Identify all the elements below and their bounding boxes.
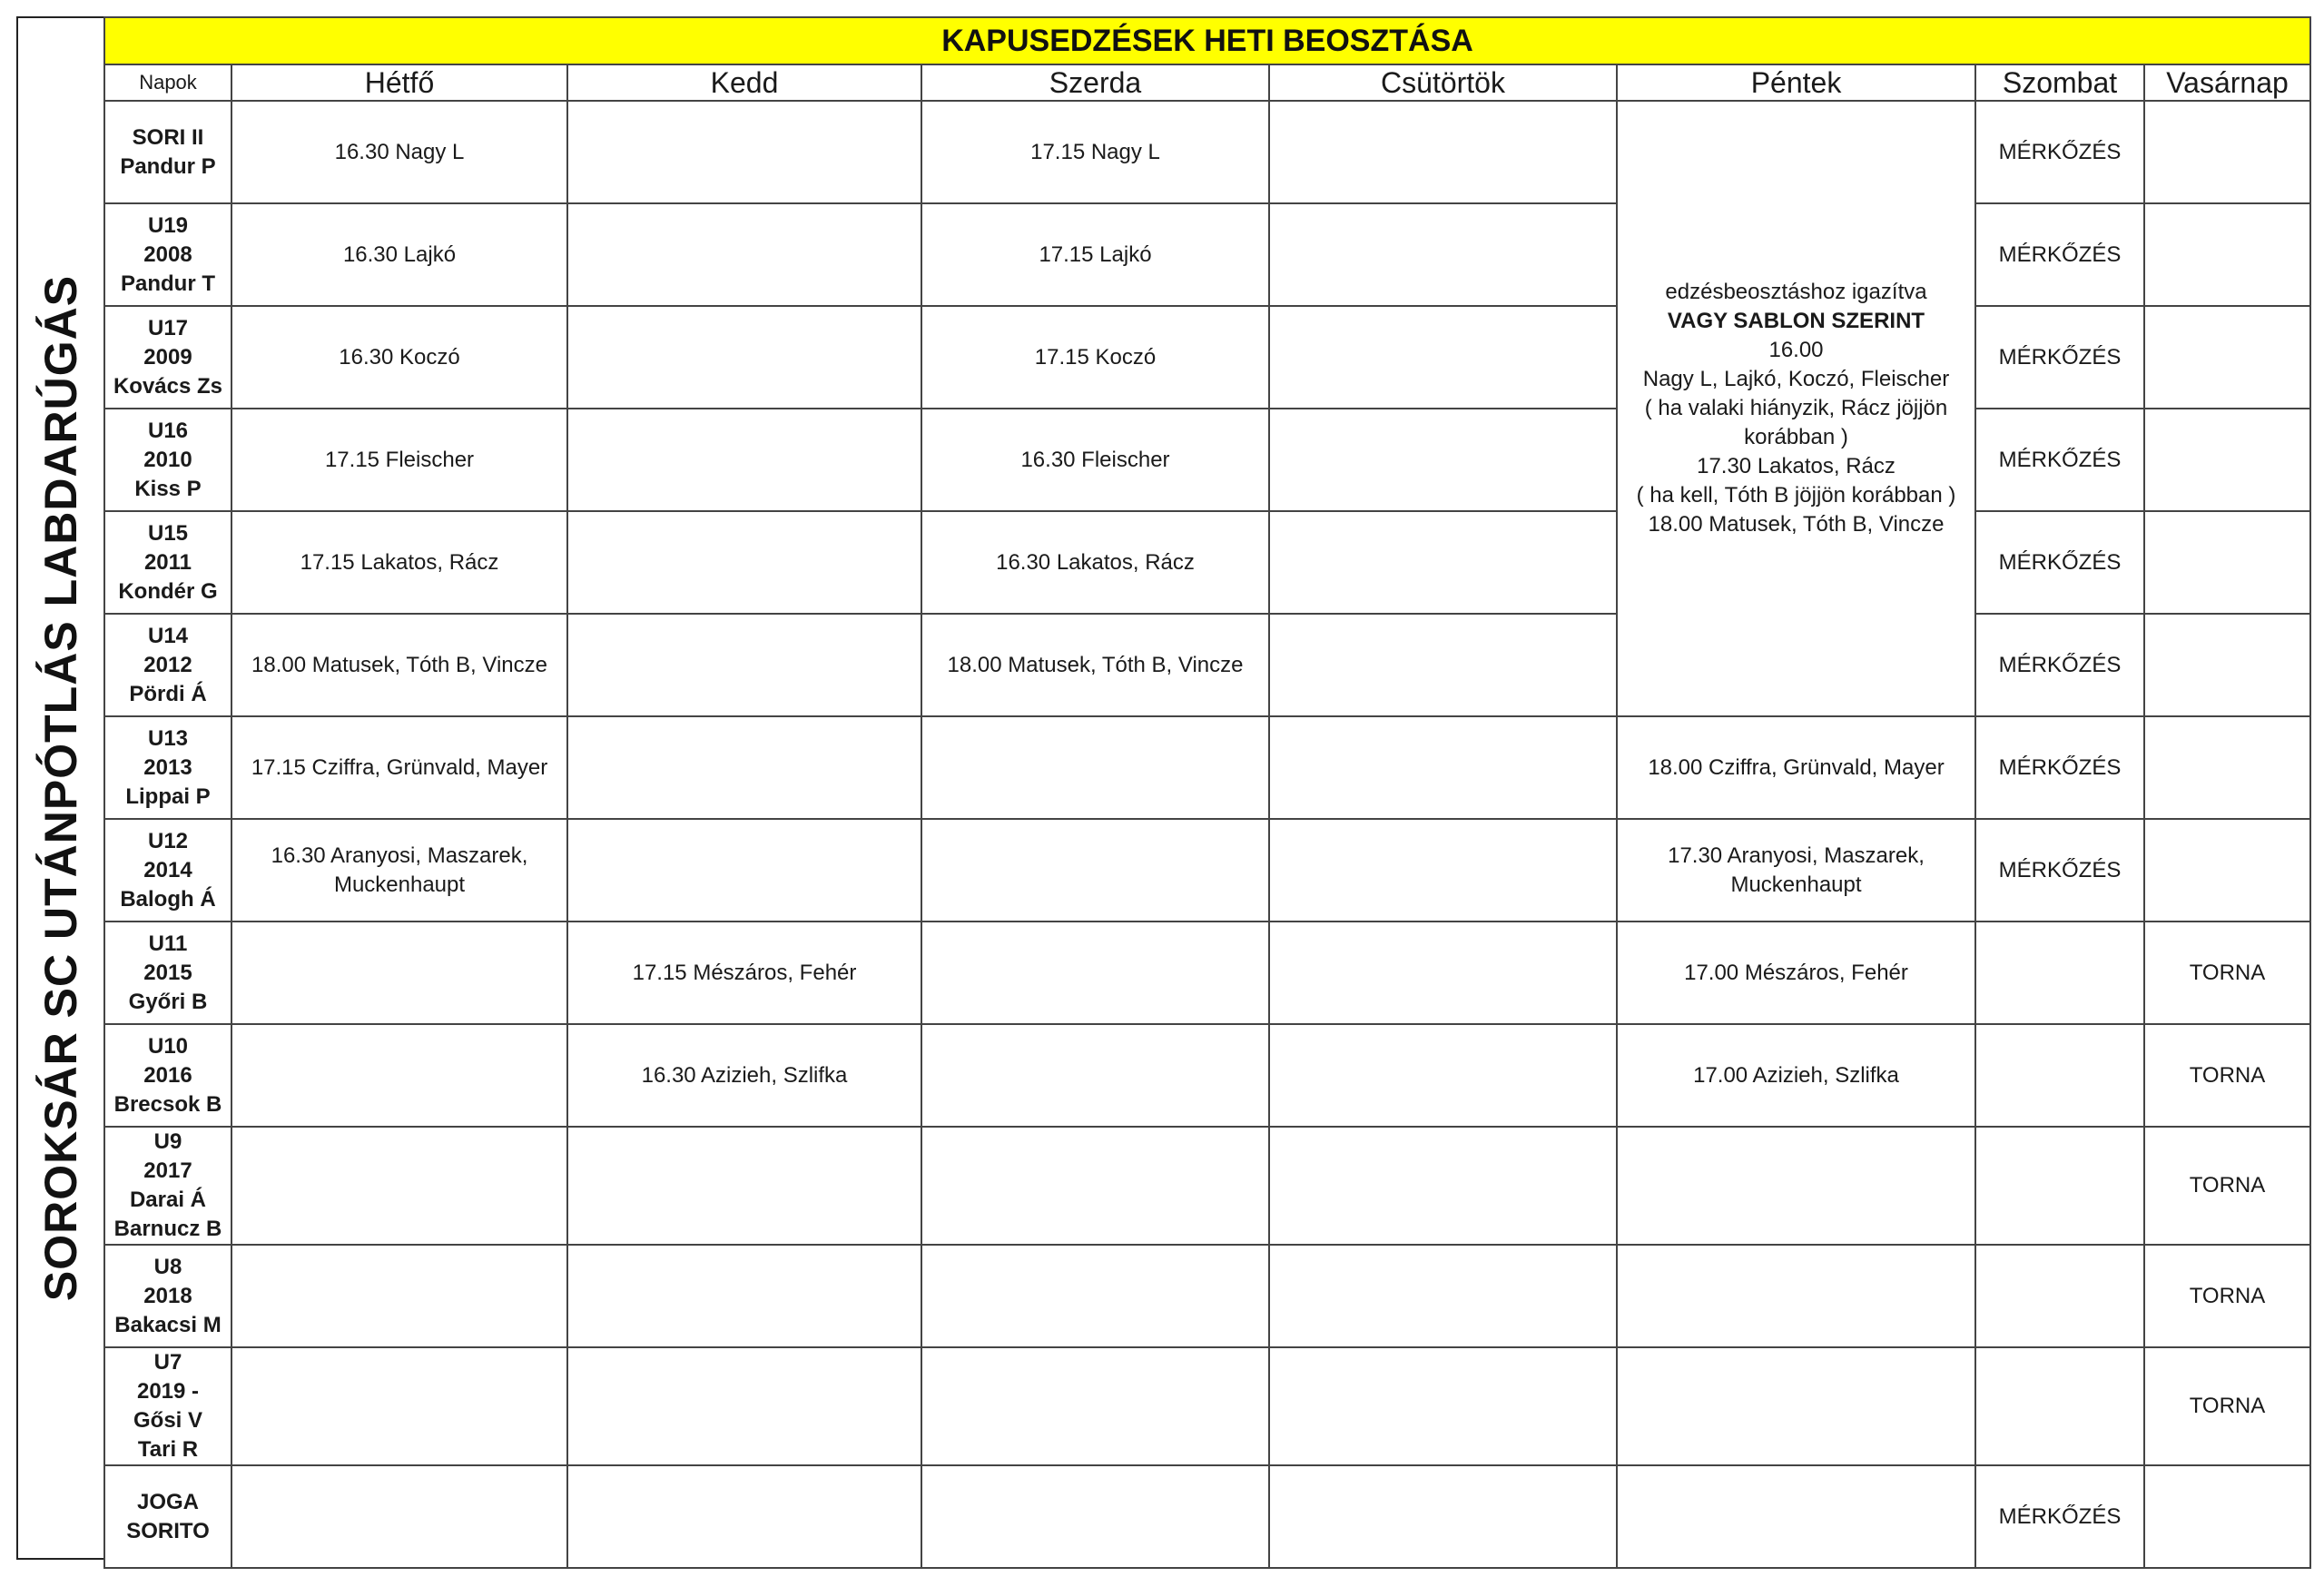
team-line: Kondér G	[118, 578, 218, 604]
team-line: U12	[147, 828, 189, 853]
table-row	[104, 511, 2310, 614]
table-row	[104, 1024, 2310, 1127]
monday-cell: 17.15 Cziffra, Grünvald, Mayer	[231, 716, 567, 819]
thursday-cell	[1269, 1347, 1617, 1465]
wednesday-cell	[921, 1127, 1269, 1245]
monday-cell	[231, 1024, 567, 1127]
thursday-cell	[1269, 614, 1617, 716]
team-cell	[104, 922, 231, 1024]
team-line: Pandur P	[120, 153, 216, 179]
team-line: Barnucz B	[113, 1217, 222, 1241]
tuesday-cell	[567, 511, 921, 614]
sunday-cell: TORNA	[2144, 922, 2310, 1024]
thursday-cell	[1269, 716, 1617, 819]
team-line: 2017	[143, 1158, 192, 1183]
monday-cell	[231, 1127, 567, 1245]
team-cell	[104, 306, 231, 409]
monday-cell	[231, 1245, 567, 1347]
sunday-cell	[2144, 101, 2310, 203]
wednesday-cell: 16.30 Lakatos, Rácz	[921, 511, 1269, 614]
side-title: SOROKSÁR SC UTÁNPÓTLÁS LABDARÚGÁS	[35, 274, 86, 1302]
sunday-cell	[2144, 511, 2310, 614]
wednesday-cell	[921, 922, 1269, 1024]
team-line: Pördi Á	[129, 681, 207, 706]
saturday-cell: MÉRKŐZÉS	[1975, 511, 2144, 614]
wednesday-cell	[921, 1024, 1269, 1127]
wednesday-cell: 18.00 Matusek, Tóth B, Vincze	[921, 614, 1269, 716]
friday-note-line: 18.00 Matusek, Tóth B, Vincze	[1648, 512, 1945, 537]
team-line: 2009	[143, 344, 192, 370]
team-line: 2013	[143, 754, 192, 780]
saturday-cell	[1975, 1024, 2144, 1127]
monday-cell: 16.30 Nagy L	[231, 101, 567, 203]
table-row	[104, 1245, 2310, 1347]
wednesday-cell: 17.15 Lajkó	[921, 203, 1269, 306]
team-line: U15	[147, 520, 189, 546]
table-row	[104, 1465, 2310, 1568]
friday-cell: 18.00 Cziffra, Grünvald, Mayer	[1617, 716, 1975, 819]
tuesday-cell	[567, 1347, 921, 1465]
wednesday-cell	[921, 716, 1269, 819]
team-line: Győri B	[128, 989, 208, 1014]
team-line: U10	[147, 1033, 189, 1059]
team-cell	[104, 409, 231, 511]
tuesday-cell	[567, 101, 921, 203]
monday-cell	[231, 1347, 567, 1465]
friday-cell	[1617, 1127, 1975, 1245]
friday-note-line: 16.00	[1768, 338, 1824, 362]
monday-cell: 16.30 Aranyosi, Maszarek, Muckenhaupt	[231, 819, 567, 922]
table-row	[104, 203, 2310, 306]
team-line: Darai Á	[129, 1188, 207, 1212]
wednesday-cell	[921, 1347, 1269, 1465]
tuesday-cell	[567, 1245, 921, 1347]
team-cell	[104, 1347, 231, 1465]
thursday-cell	[1269, 511, 1617, 614]
saturday-cell	[1975, 1245, 2144, 1347]
saturday-cell	[1975, 1347, 2144, 1465]
saturday-cell: MÉRKŐZÉS	[1975, 409, 2144, 511]
header-napok: Napok	[104, 64, 231, 101]
saturday-cell: MÉRKŐZÉS	[1975, 716, 2144, 819]
sunday-cell	[2144, 306, 2310, 409]
header-tuesday: Kedd	[567, 64, 921, 101]
team-line: Kiss P	[134, 476, 202, 501]
tuesday-cell	[567, 819, 921, 922]
tuesday-cell	[567, 1465, 921, 1568]
wednesday-cell	[921, 1465, 1269, 1568]
sunday-cell	[2144, 409, 2310, 511]
monday-cell: 16.30 Koczó	[231, 306, 567, 409]
thursday-cell	[1269, 1024, 1617, 1127]
wednesday-cell: 16.30 Fleischer	[921, 409, 1269, 511]
team-cell	[104, 1245, 231, 1347]
team-line: 2014	[143, 857, 192, 882]
friday-cell: 17.00 Azizieh, Szlifka	[1617, 1024, 1975, 1127]
team-line: Kovács Zs	[113, 373, 223, 399]
side-title-panel	[16, 16, 103, 1560]
team-line: U8	[153, 1254, 182, 1279]
saturday-cell: MÉRKŐZÉS	[1975, 203, 2144, 306]
friday-note-line: Nagy L, Lajkó, Koczó, Fleischer	[1642, 367, 1950, 391]
friday-cell	[1617, 1465, 1975, 1568]
sunday-cell: TORNA	[2144, 1347, 2310, 1465]
header-monday: Hétfő	[231, 64, 567, 101]
team-line: Bakacsi M	[114, 1312, 222, 1337]
friday-cell: 17.30 Aranyosi, Maszarek, Muckenhaupt	[1617, 819, 1975, 922]
wednesday-cell: 17.15 Koczó	[921, 306, 1269, 409]
team-line: U19	[147, 212, 189, 238]
sunday-cell: TORNA	[2144, 1024, 2310, 1127]
friday-cell	[1617, 1347, 1975, 1465]
schedule-body	[104, 101, 2310, 1568]
monday-cell	[231, 922, 567, 1024]
header-sunday: Vasárnap	[2144, 64, 2310, 101]
thursday-cell	[1269, 101, 1617, 203]
table-row	[104, 819, 2310, 922]
tuesday-cell	[567, 716, 921, 819]
team-line: Gősi V	[133, 1408, 203, 1433]
table-row	[104, 306, 2310, 409]
sunday-cell	[2144, 819, 2310, 922]
table-row	[104, 1347, 2310, 1465]
header-wednesday: Szerda	[921, 64, 1269, 101]
team-line: SORI II	[132, 124, 204, 150]
thursday-cell	[1269, 1465, 1617, 1568]
monday-cell: 17.15 Lakatos, Rácz	[231, 511, 567, 614]
team-line: JOGA	[136, 1489, 199, 1514]
friday-note-line: VAGY SABLON SZERINT	[1667, 309, 1925, 333]
tuesday-cell	[567, 203, 921, 306]
team-cell	[104, 1465, 231, 1568]
team-line: 2016	[143, 1062, 192, 1088]
friday-note-line: ( ha kell, Tóth B jöjjön korábban )	[1636, 483, 1956, 508]
thursday-cell	[1269, 306, 1617, 409]
team-line: U13	[147, 725, 189, 751]
team-line: U16	[147, 418, 189, 443]
team-line: U11	[148, 931, 188, 956]
team-line: 2008	[143, 241, 192, 267]
friday-cell	[1617, 1245, 1975, 1347]
tuesday-cell	[567, 306, 921, 409]
friday-cell: 17.00 Mészáros, Fehér	[1617, 922, 1975, 1024]
team-line: U9	[153, 1129, 182, 1154]
team-line: U7	[153, 1350, 182, 1375]
team-cell	[104, 614, 231, 716]
table-row	[104, 409, 2310, 511]
team-line: Balogh Á	[120, 886, 216, 912]
tuesday-cell: 16.30 Azizieh, Szlifka	[567, 1024, 921, 1127]
thursday-cell	[1269, 819, 1617, 922]
table-row	[104, 922, 2310, 1024]
thursday-cell	[1269, 409, 1617, 511]
thursday-cell	[1269, 1245, 1617, 1347]
monday-cell: 17.15 Fleischer	[231, 409, 567, 511]
team-line: 2012	[143, 652, 192, 677]
team-cell	[104, 203, 231, 306]
tuesday-cell	[567, 614, 921, 716]
sunday-cell: TORNA	[2144, 1127, 2310, 1245]
table-row	[104, 716, 2310, 819]
table-row	[104, 614, 2310, 716]
team-line: U17	[147, 315, 189, 340]
team-cell	[104, 716, 231, 819]
team-line: 2015	[143, 960, 192, 985]
wednesday-cell: 17.15 Nagy L	[921, 101, 1269, 203]
team-cell	[104, 819, 231, 922]
team-line: 2019 -	[136, 1379, 200, 1404]
team-line: 2018	[143, 1283, 192, 1308]
wednesday-cell	[921, 1245, 1269, 1347]
sunday-cell	[2144, 716, 2310, 819]
team-cell	[104, 101, 231, 203]
saturday-cell	[1975, 1127, 2144, 1245]
saturday-cell: MÉRKŐZÉS	[1975, 101, 2144, 203]
friday-note-line: ( ha valaki hiányzik, Rácz jöjjön korábban )	[1644, 396, 1948, 449]
saturday-cell: MÉRKŐZÉS	[1975, 819, 2144, 922]
header-friday: Péntek	[1617, 64, 1975, 101]
schedule-table	[103, 16, 2311, 1569]
team-cell	[104, 1127, 231, 1245]
team-line: 2011	[143, 549, 192, 575]
saturday-cell: MÉRKŐZÉS	[1975, 614, 2144, 716]
thursday-cell	[1269, 203, 1617, 306]
team-line: Brecsok B	[113, 1091, 222, 1117]
team-line: Pandur T	[120, 271, 215, 296]
team-cell	[104, 511, 231, 614]
sunday-cell	[2144, 1465, 2310, 1568]
team-line: SORITO	[126, 1518, 210, 1543]
tuesday-cell	[567, 1127, 921, 1245]
monday-cell	[231, 1465, 567, 1568]
friday-merged-cell	[1617, 101, 1975, 716]
friday-note-line: edzésbeosztáshoz igazítva	[1665, 280, 1927, 304]
tuesday-cell	[567, 409, 921, 511]
wednesday-cell	[921, 819, 1269, 922]
tuesday-cell: 17.15 Mészáros, Fehér	[567, 922, 921, 1024]
sunday-cell: TORNA	[2144, 1245, 2310, 1347]
monday-cell: 16.30 Lajkó	[231, 203, 567, 306]
friday-note-line: 17.30 Lakatos, Rácz	[1697, 454, 1896, 478]
team-line: 2010	[143, 447, 192, 472]
header-thursday: Csütörtök	[1269, 64, 1617, 101]
table-title: KAPUSEDZÉSEK HETI BEOSZTÁSA	[104, 17, 2310, 64]
team-cell	[104, 1024, 231, 1127]
sunday-cell	[2144, 614, 2310, 716]
sunday-cell	[2144, 203, 2310, 306]
monday-cell: 18.00 Matusek, Tóth B, Vincze	[231, 614, 567, 716]
team-line: U14	[147, 623, 189, 648]
team-line: Lippai P	[125, 784, 211, 809]
table-row	[104, 101, 2310, 203]
saturday-cell: MÉRKŐZÉS	[1975, 1465, 2144, 1568]
saturday-cell	[1975, 922, 2144, 1024]
thursday-cell	[1269, 922, 1617, 1024]
header-saturday: Szombat	[1975, 64, 2144, 101]
saturday-cell: MÉRKŐZÉS	[1975, 306, 2144, 409]
table-row	[104, 1127, 2310, 1245]
team-line: Tari R	[137, 1437, 199, 1462]
thursday-cell	[1269, 1127, 1617, 1245]
